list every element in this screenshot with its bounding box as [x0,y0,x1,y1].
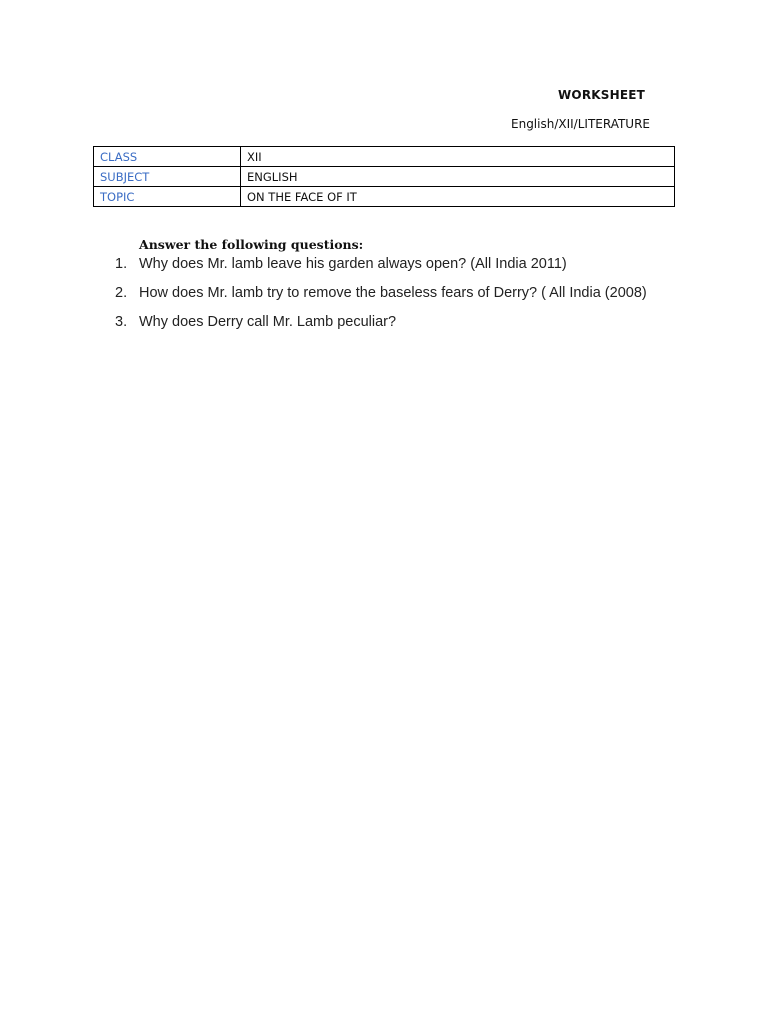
question-text: Why does Derry call Mr. Lamb peculiar? [139,314,397,330]
instructions-heading: Answer the following questions: [139,237,364,252]
question-list [93,255,653,342]
worksheet-subtitle: English/XII/LITERATURE [511,117,651,131]
table-row-topic [94,187,675,207]
topic-label: TOPIC [94,187,241,207]
subject-value: ENGLISH [241,167,675,187]
question-item [93,284,653,302]
question-item [93,255,653,273]
topic-value: ON THE FACE OF IT [241,187,675,207]
table-row-class [94,147,675,167]
question-number: 1. [115,256,128,272]
subject-label: SUBJECT [94,167,241,187]
question-number: 2. [115,285,128,301]
question-text: Why does Mr. lamb leave his garden always open? (All India 2011) [139,256,567,272]
class-label: CLASS [94,147,241,167]
worksheet-title: WORKSHEET [558,88,646,102]
info-table [93,146,675,207]
class-value: XII [241,147,675,167]
question-number: 3. [115,314,128,330]
table-row-subject [94,167,675,187]
question-item [93,313,653,331]
question-text: How does Mr. lamb try to remove the baseless fears of Derry? ( All India (2008) [139,285,647,301]
